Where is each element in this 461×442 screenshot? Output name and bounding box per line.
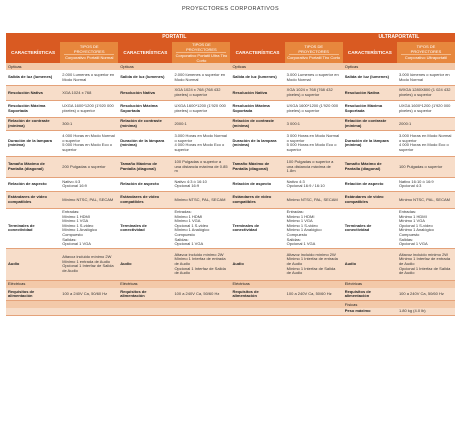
spec-label <box>230 288 284 301</box>
group-portatil: PORTATIL <box>6 33 343 42</box>
spec-label <box>230 308 284 315</box>
spec-label <box>230 248 284 280</box>
table-row <box>6 191 455 208</box>
cell-label-text: Salida de luz (lumenes) <box>120 74 165 80</box>
cell-value-text: 3.000 Horas en Modo Normal o superior 4 000 Horas en Modo Eco o superior <box>398 133 452 152</box>
cell-label-text: Requisitos de alimentación <box>120 288 147 299</box>
spec-value <box>285 130 343 156</box>
section-row <box>6 63 455 70</box>
cell-label-text: Audio <box>232 261 244 267</box>
cell-label-text: Relación de aspecto <box>8 181 47 187</box>
cell-value-text: Mínimo NTSC, PAL, SECAM <box>398 196 450 202</box>
cell-value-text: Nativo 4:3 Opcional 16:9 <box>62 178 87 189</box>
spec-value <box>60 100 118 117</box>
section-label <box>172 63 230 70</box>
section-label <box>6 280 60 288</box>
spec-label <box>6 208 60 248</box>
cell-label-text: Eléctricas <box>8 281 26 287</box>
spec-label <box>6 248 60 280</box>
cell-label-text: Relación de contraste (mínima) <box>120 118 162 128</box>
spec-label <box>6 308 60 315</box>
cell-label-text: Opticas <box>120 63 134 69</box>
cell-label-text: Duración de la lámpara (mínima) <box>344 137 389 148</box>
cell-label-text: Salida de luz (lumenes) <box>232 74 277 80</box>
spec-label <box>343 100 397 117</box>
spec-label <box>6 288 60 301</box>
table-row <box>6 156 455 177</box>
spec-label <box>343 130 397 156</box>
cell-label-text: Relación de aspecto <box>232 181 272 187</box>
cell-value-text: XGA 1024 x 768 <box>62 89 92 95</box>
spec-value <box>397 308 455 315</box>
section-label <box>285 280 343 288</box>
table-row <box>6 308 455 315</box>
section-label <box>172 280 230 288</box>
section-label <box>230 280 284 288</box>
cell-label-text: Duración de la lámpara (mínima) <box>120 137 165 148</box>
spec-label <box>6 100 60 117</box>
cell-label-text: Requisitos de alimentación <box>232 288 259 299</box>
spec-label <box>230 117 284 130</box>
spec-label <box>118 177 172 191</box>
cell-value-text: Nativo 4:3 ó 16:10 Opcional 16:9 <box>174 178 207 189</box>
spec-value <box>285 156 343 177</box>
cell-value-text: 3.000 Horas en Modo Normal o superior 4 000 Horas en Modo Eco o superior <box>174 133 227 152</box>
spec-label <box>230 130 284 156</box>
cell-value-text: UXGA 1600*1200 (1'920 000 pixeles) o superior <box>174 103 226 113</box>
section-label <box>285 301 343 309</box>
section-label <box>60 301 118 309</box>
cell-label-text: Terminales de conectividad <box>232 222 260 233</box>
spec-label <box>6 130 60 156</box>
spec-label <box>230 85 284 100</box>
cell-value-text: Altavoz incluido mínimo 2W Mínimo 1 Interfaz de entrada de Audio Opcional 1 Interfaz de Salida de Audio <box>398 251 451 276</box>
cell-label-text: Estándares de video compatibles <box>120 194 160 204</box>
cell-label-text: Relación de aspecto <box>344 181 384 187</box>
cell-value-text: UXGA 1600*1200 (1'920 000 pixeles) o superior <box>398 103 451 113</box>
cell-label-text: Resolución Nativa <box>232 89 268 95</box>
section-label <box>172 301 230 309</box>
spec-value <box>172 85 230 100</box>
spec-value <box>60 308 118 315</box>
cell-label-text: Opticas <box>344 63 359 69</box>
spec-value <box>60 208 118 248</box>
cell-label-text: Salida de luz (lumenes) <box>8 74 53 80</box>
spec-value <box>397 191 455 208</box>
cell-label-text: Relación de contraste (mínima) <box>232 118 275 128</box>
cell-label-text: Tamaño Máximo de Pantalla (diagonal) <box>344 161 382 171</box>
spec-label <box>230 208 284 248</box>
spec-label <box>230 191 284 208</box>
cell-label-text: Resolución Máxima Soportada <box>120 103 158 113</box>
cell-value-text: 100 Pulgadas o superior a una distancia máxima de 1.8m <box>286 158 334 174</box>
section-label <box>60 63 118 70</box>
spec-value <box>60 130 118 156</box>
cell-value-text: Mínimo NTSC, PAL, SECAM <box>286 196 338 202</box>
spec-label <box>6 191 60 208</box>
spec-value <box>285 177 343 191</box>
cell-value-text: Entradas: Mínimo 1 HDMI Mínimo 1 VGA Mínimo 1 S-video Mínimo 1 Analógico Compuesto Salidas: Opcional 1 VGA <box>286 209 322 247</box>
spec-value <box>397 156 455 177</box>
section-row <box>6 301 455 309</box>
cell-label-text: Estándares de video compatibles <box>344 194 384 204</box>
group-header-row <box>6 33 455 42</box>
cell-label-text: Resolución Nativa <box>344 89 380 95</box>
section-label <box>6 301 60 309</box>
spec-value <box>397 177 455 191</box>
cell-value-text: 100 a 240V Ca, 50/60 Hz <box>174 290 220 296</box>
cell-value-text: Mínimo NTSC, PAL, SECAM <box>62 196 114 202</box>
cell-label-text: Opticas <box>8 63 22 69</box>
cell-value-text: 4 000 Horas en Modo Normal o superior 5 000 Horas en Modo Eco o superior <box>62 133 115 152</box>
cell-value-text: Nativo 16:10 ó 16:9 Opcional 4:3 <box>398 178 434 189</box>
table-row <box>6 130 455 156</box>
cell-value-text: 100 a 240V Ca, 50/60 Hz <box>62 290 108 296</box>
cell-label-text: Peso máximo <box>344 308 371 314</box>
spec-label <box>6 156 60 177</box>
spec-value <box>60 85 118 100</box>
cell-label-text: Estándares de video compatibles <box>232 194 272 204</box>
section-label <box>397 280 455 288</box>
section-row <box>6 280 455 288</box>
cell-label-text: Tamaño Máximo de Pantalla (diagonal) <box>8 161 45 171</box>
spec-value <box>172 191 230 208</box>
cell-label-text: Resolución Máxima Soportada <box>232 103 270 113</box>
section-label <box>118 280 172 288</box>
cell-label-text: Duración de la lampara (mínima) <box>8 137 53 148</box>
cell-label-text: Tamaño Máximo de Pantalla (diagonal) <box>232 161 270 171</box>
spec-label <box>6 117 60 130</box>
cell-label-text: Estándares de video compatibles <box>8 194 47 204</box>
spec-value <box>60 288 118 301</box>
col-tipo-tiro-corto: TIPOS DE PROYECTORES Corporativo Portatil Tiro Corto <box>285 42 343 63</box>
cell-value-text: Entradas: Mínimo 1 HDMI Mínimo 1 VGA Mínimo 1 S-video Mínimo 1 Analógico Compuesto Salidas: Opcional 1 VGA <box>62 209 98 247</box>
col-caracteristicas: CARACTERÍSTICAS <box>343 42 397 63</box>
spec-label <box>343 70 397 85</box>
section-label <box>230 301 284 309</box>
spec-label <box>118 288 172 301</box>
spec-value <box>285 100 343 117</box>
cell-value-text: XGA 1024 x 768 (768 432 pixeles) o superior <box>286 87 333 97</box>
section-label <box>343 63 397 70</box>
spec-label <box>343 288 397 301</box>
col-tipo-ultraportatil: TIPOS DE PROYECTORES Corporativo Ultraportatil <box>397 42 455 63</box>
cell-label-text: Audio <box>344 261 357 267</box>
spec-label <box>343 191 397 208</box>
spec-value <box>397 85 455 100</box>
cell-value-text: 100 Pulgadas o superior a una distancia máxima de 0.85 m <box>174 158 228 174</box>
section-label <box>397 63 455 70</box>
cell-value-text: Entradas: Mínimo 1 HDMI Mínimo 1 VGA Opcional 1 S-video Mínimo 1 Analógico Compuesto Salidas: Opcional 1 VGA <box>398 209 434 247</box>
section-label <box>118 301 172 309</box>
section-label <box>343 301 397 309</box>
spec-value <box>397 100 455 117</box>
section-label <box>397 301 455 309</box>
cell-label-text: Requisitos de alimentación <box>8 288 35 299</box>
cell-value-text: UXGA 1600*1200 (1'920 000 pixeles) o superior <box>286 103 339 113</box>
cell-label-text: Audio <box>120 261 132 267</box>
spec-value <box>397 288 455 301</box>
cell-value-text: Nativo 4:3 Opcional 16:9 / 16:10 <box>286 178 325 189</box>
spec-label <box>118 130 172 156</box>
page-title: PROYECTORES CORPORATIVOS <box>181 6 280 12</box>
spec-value <box>285 208 343 248</box>
spec-label <box>6 70 60 85</box>
spec-table-body <box>6 63 455 315</box>
cell-value-text: 3 000:1 <box>286 120 301 126</box>
spec-label <box>230 70 284 85</box>
spec-label <box>343 117 397 130</box>
cell-value-text: 3 000 Horas en Modo Normal o superior 5 000 Horas en Modo Eco o superior <box>286 133 340 152</box>
table-row <box>6 288 455 301</box>
cell-value-text: 100 Pulgadas o superior <box>398 163 443 169</box>
spec-label <box>118 248 172 280</box>
cell-value-text: Altavoz incluido mínimo 2W Mínimo 1 Interfaz de entrada de Audio Mínimo 1 Interfaz de Salida de Audio <box>286 251 338 276</box>
section-label <box>230 63 284 70</box>
cell-label-text: Terminales de conectividad <box>8 222 35 233</box>
spec-value <box>285 117 343 130</box>
cell-label-text: Relación de contraste (mínima) <box>344 118 387 128</box>
spec-label <box>118 308 172 315</box>
cell-value-text: WXGA 1280X800 (1 024 432 pixeles) o superior <box>398 87 451 97</box>
spec-value <box>60 70 118 85</box>
group-ultraportatil: ULTRAPORTATIL <box>343 33 455 42</box>
cell-value-text: 2000:1 <box>174 120 187 126</box>
spec-value <box>285 85 343 100</box>
spec-label <box>118 208 172 248</box>
cell-value-text: 100 a 240V Ca, 50/60 Hz <box>286 290 332 296</box>
cell-label-text: Físicas <box>344 301 358 307</box>
table-row <box>6 117 455 130</box>
spec-label <box>343 208 397 248</box>
spec-label <box>343 85 397 100</box>
spec-label <box>343 248 397 280</box>
cell-label-text: Relación de contraste (mínima) <box>8 118 50 128</box>
cell-value-text: 1.80 kg (4.0 lb) <box>398 308 426 314</box>
cell-label-text: Resolución Máxima Soportada <box>344 103 383 113</box>
cell-label-text: Eléctricas <box>120 281 138 287</box>
cell-value-text: Altavoz incluido mínimo 2W Mínimo 1 entrada de Audio Opcional 1 Interfaz de Salida de Audio <box>62 254 114 273</box>
spec-label <box>118 85 172 100</box>
table-row <box>6 70 455 85</box>
spec-label <box>118 117 172 130</box>
cell-value-text: UXGA 1600*1200 (1'920 000 pixeles) o superior <box>62 103 114 113</box>
spec-value <box>172 208 230 248</box>
spec-value <box>60 156 118 177</box>
spec-value <box>397 248 455 280</box>
cell-label-text: Requisitos de alimentación <box>344 288 371 299</box>
spec-label <box>343 156 397 177</box>
cell-label-text: Terminales de conectividad <box>344 222 372 233</box>
spec-value <box>285 191 343 208</box>
cell-value-text: 100 a 240V Ca, 50/60 Hz <box>398 290 444 296</box>
table-row <box>6 248 455 280</box>
col-tipo-normal: TIPOS DE PROYECTORES Corporativo Portatil Normal <box>60 42 118 63</box>
column-header-row <box>6 42 455 63</box>
cell-value-text: 200 Pulgadas o superior <box>62 163 106 169</box>
spec-label <box>343 308 397 315</box>
spec-value <box>172 117 230 130</box>
spec-label <box>343 177 397 191</box>
cell-value-text: Entradas: Mínimo 1 HDMI Mínimo 1 VGA Opcional 1 S-video Mínimo 1 Analógico Compuesto Salidas: Opcional 1 VGA <box>174 209 210 247</box>
spec-value <box>285 308 343 315</box>
spec-value <box>172 70 230 85</box>
cell-value-text: 2000:1 <box>398 120 412 126</box>
cell-label-text: Resolución Máxima Soportada <box>8 103 46 113</box>
spec-value <box>172 288 230 301</box>
table-row <box>6 85 455 100</box>
cell-label-text: Duración de la lampara (mínima) <box>232 137 277 148</box>
col-caracteristicas: CARACTERÍSTICAS <box>6 42 60 63</box>
spec-label <box>118 191 172 208</box>
section-label <box>60 280 118 288</box>
cell-value-text: Mínimo NTSC, PAL, SECAM <box>174 196 226 202</box>
cell-label-text: Audio <box>8 261 20 267</box>
spec-value <box>60 248 118 280</box>
table-row <box>6 208 455 248</box>
cell-value-text: 3.000 Lumenes o superior en Modo Normal <box>286 72 339 82</box>
cell-value-text: 3.000 lúmenes o superior en Modo Normal <box>398 72 450 82</box>
cell-value-text: 2.000 Lumenes o superior en Modo Normal <box>62 72 115 82</box>
spec-value <box>285 248 343 280</box>
spec-value <box>172 308 230 315</box>
col-caracteristicas: CARACTERÍSTICAS <box>230 42 284 63</box>
spec-label <box>230 177 284 191</box>
spec-label <box>230 100 284 117</box>
cell-label-text: Tamaño Máximo de Pantalla (diagonal) <box>120 161 158 171</box>
spec-value <box>397 117 455 130</box>
section-label <box>343 280 397 288</box>
spec-value <box>172 248 230 280</box>
col-caracteristicas: CARACTERÍSTICAS <box>118 42 172 63</box>
cell-label-text: Resolución Nativa <box>8 89 43 95</box>
spec-value <box>60 117 118 130</box>
spec-value <box>172 177 230 191</box>
spec-value <box>172 130 230 156</box>
cell-value-text: XGA 1024 x 768 (768 432 pixeles) o superior <box>174 87 221 97</box>
table-row <box>6 177 455 191</box>
spec-label <box>118 156 172 177</box>
table-row <box>6 100 455 117</box>
cell-label-text: Eléctricas <box>344 281 363 287</box>
spec-label <box>6 85 60 100</box>
cell-label-text: Salida de luz (lumenes) <box>344 74 389 80</box>
spec-value <box>60 191 118 208</box>
cell-label-text: Opticas <box>232 63 246 69</box>
spec-value <box>397 130 455 156</box>
spec-value <box>397 208 455 248</box>
section-label <box>6 63 60 70</box>
spec-label <box>6 177 60 191</box>
cell-value-text: 300:1 <box>62 120 73 126</box>
spec-value <box>285 288 343 301</box>
section-label <box>118 63 172 70</box>
section-label <box>285 63 343 70</box>
spec-value <box>285 70 343 85</box>
cell-label-text: Relación de aspecto <box>120 181 159 187</box>
spec-label <box>230 156 284 177</box>
spec-label <box>118 70 172 85</box>
col-tipo-ultra-tiro-corto: TIPOS DE PROYECTORES Corporativo Portatil Ultra Tiro Corto <box>172 42 230 63</box>
spec-value <box>60 177 118 191</box>
cell-label-text: Resolución Nativa <box>120 89 155 95</box>
spec-label <box>118 100 172 117</box>
cell-value-text: 2.000 lúmenes o superior en Modo Normal <box>174 72 226 82</box>
cell-label-text: Eléctricas <box>232 281 250 287</box>
spec-value <box>397 70 455 85</box>
cell-label-text: Terminales de conectividad <box>120 222 147 233</box>
spec-value <box>172 100 230 117</box>
cell-value-text: Altavoz incluido mínimo 2W Mínimo 1 Interfaz de entrada de Audio Opcional 1 Interfaz de Salida de Audio <box>174 251 226 276</box>
spec-value <box>172 156 230 177</box>
spec-table <box>6 33 455 316</box>
